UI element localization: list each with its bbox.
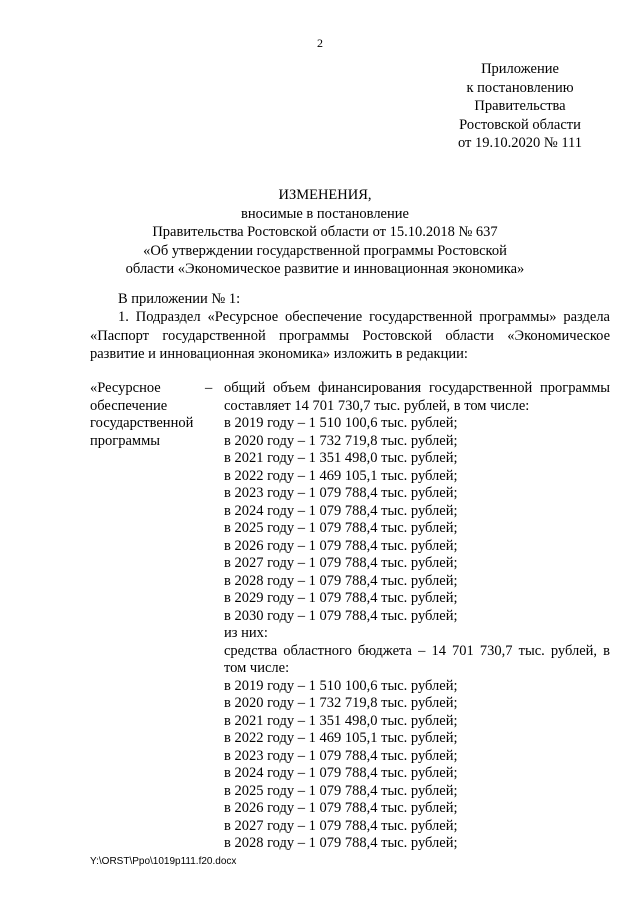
of-them-label: из них: bbox=[224, 625, 268, 641]
resource-label-line: обеспечение bbox=[90, 397, 168, 414]
title-line: области «Экономическое развитие и инновационная экономика» bbox=[125, 261, 525, 277]
resource-dash: – bbox=[205, 380, 213, 396]
year-row: в 2029 году – 1 079 788,4 тыс. рублей; bbox=[224, 590, 458, 606]
appendix-line: Приложение bbox=[481, 61, 559, 77]
title-line: «Об утверждении государственной программы Ростовской bbox=[143, 242, 507, 259]
resource-label-line: «Ресурсное bbox=[90, 380, 161, 396]
document-title bbox=[80, 186, 570, 279]
year-row: в 2020 году – 1 732 719,8 тыс. рублей; bbox=[224, 695, 458, 711]
appendix-line: Правительства bbox=[474, 98, 566, 114]
year-row: в 2020 году – 1 732 719,8 тыс. рублей; bbox=[224, 432, 458, 449]
year-row: в 2021 году – 1 351 498,0 тыс. рублей; bbox=[224, 450, 458, 466]
title-line: ИЗМЕНЕНИЯ, bbox=[278, 187, 372, 203]
year-row: в 2025 году – 1 079 788,4 тыс. рублей; bbox=[224, 520, 458, 536]
appendix-line: Ростовской области bbox=[459, 116, 581, 133]
year-row: в 2026 году – 1 079 788,4 тыс. рублей; bbox=[224, 800, 458, 816]
file-path-footer: Y:\ORST\Ppo\1019p111.f20.docx bbox=[90, 856, 237, 867]
year-row: в 2028 году – 1 079 788,4 тыс. рублей; bbox=[224, 835, 458, 851]
regional-budget-total: средства областного бюджета – 14 701 730,7 тыс. рублей, в том числе: bbox=[224, 642, 610, 676]
resource-label-line: программы bbox=[90, 432, 160, 449]
paragraph-appendix-ref: В приложении № 1: bbox=[118, 291, 241, 307]
year-row: в 2023 году – 1 079 788,4 тыс. рублей; bbox=[224, 747, 458, 764]
year-row: в 2028 году – 1 079 788,4 тыс. рублей; bbox=[224, 572, 458, 589]
appendix-block bbox=[430, 60, 610, 153]
title-line: Правительства Ростовской области от 15.10.2018 № 637 bbox=[152, 224, 498, 240]
year-row: в 2030 году – 1 079 788,4 тыс. рублей; bbox=[224, 607, 458, 624]
year-row: в 2027 году – 1 079 788,4 тыс. рублей; bbox=[224, 555, 458, 571]
year-row: в 2026 году – 1 079 788,4 тыс. рублей; bbox=[224, 537, 458, 554]
year-row: в 2019 году – 1 510 100,6 тыс. рублей; bbox=[224, 677, 458, 694]
total-financing: общий объем финансирования государственной программы составляет 14 701 730,7 тыс. рублей, в том числе: bbox=[224, 380, 610, 414]
appendix-line: к постановлению bbox=[466, 79, 574, 96]
year-row: в 2022 году – 1 469 105,1 тыс. рублей; bbox=[224, 730, 458, 746]
year-row: в 2024 году – 1 079 788,4 тыс. рублей; bbox=[224, 502, 458, 519]
year-row: в 2024 году – 1 079 788,4 тыс. рублей; bbox=[224, 765, 458, 781]
resource-value bbox=[224, 380, 610, 853]
year-row: в 2023 году – 1 079 788,4 тыс. рублей; bbox=[224, 485, 458, 501]
resource-label bbox=[90, 380, 208, 450]
year-row: в 2027 году – 1 079 788,4 тыс. рублей; bbox=[224, 817, 458, 834]
resource-label-line: государственной bbox=[90, 415, 194, 431]
year-row: в 2021 году – 1 351 498,0 тыс. рублей; bbox=[224, 712, 458, 729]
year-row: в 2022 году – 1 469 105,1 тыс. рублей; bbox=[224, 467, 458, 484]
title-line: вносимые в постановление bbox=[241, 205, 409, 222]
year-row: в 2025 году – 1 079 788,4 тыс. рублей; bbox=[224, 782, 458, 799]
appendix-line: от 19.10.2020 № 111 bbox=[457, 135, 583, 151]
year-row: в 2019 году – 1 510 100,6 тыс. рублей; bbox=[224, 415, 458, 431]
page-number: 2 bbox=[317, 36, 323, 50]
paragraph-subsection: 1. Подраздел «Ресурсное обеспечение государственной программы» раздела «Паспорт государственной программы Ростовской области «Экономическое развитие и инновационная экономика» изложить в редакции: bbox=[90, 309, 610, 362]
